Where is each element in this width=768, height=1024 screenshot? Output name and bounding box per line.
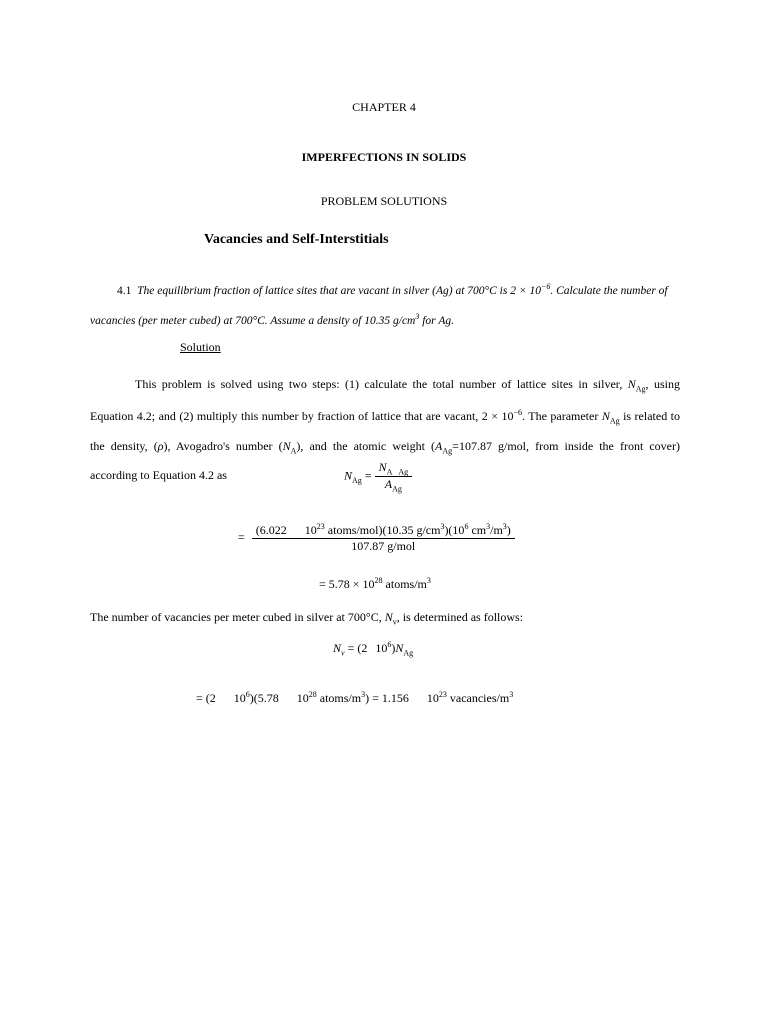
exponent: 3 [486, 522, 491, 531]
paragraph-text: , using Equation 4.2; and (2) multiply this number by fraction of lattice that are vacant, 2 × 10 [90, 377, 680, 424]
exponent: 23 [438, 690, 447, 699]
exponent: 6 [464, 522, 469, 531]
equation-substitution [238, 522, 515, 554]
equation-text: atoms/mol)(10.35 g/cm [324, 523, 441, 537]
symbol-subscript: Ag [635, 384, 646, 394]
equation-text: = (2 [344, 641, 368, 655]
exponent: 3 [440, 522, 445, 531]
symbol-a: A [435, 438, 443, 453]
symbol-n: N [378, 460, 387, 474]
exponent: 3 [509, 690, 514, 699]
problem-text-exponent: 3 [415, 311, 420, 321]
symbol-n: N [344, 468, 353, 483]
equation-text: ) = 1.156 [365, 691, 409, 705]
paragraph-text: This problem is solved using two steps: (1) calculate the total number of lattice sites in silver, [135, 377, 628, 391]
equation-text: (6.022 [255, 523, 287, 537]
equation-text: atoms/m [382, 577, 427, 591]
chapter-subtitle: PROBLEM SOLUTIONS [320, 194, 448, 208]
exponent: 3 [502, 522, 507, 531]
solution-label: Solution [180, 340, 221, 354]
exponent: 28 [308, 690, 317, 699]
symbol-subscript: Ag [609, 416, 620, 426]
symbol-n: N [282, 438, 291, 453]
symbol-subscript: Ag [403, 648, 414, 658]
equation-text: atoms/m [316, 691, 362, 705]
equation-text: vacancies/m [446, 691, 510, 705]
problem-text [90, 282, 668, 327]
equation-text: 10 [296, 691, 309, 705]
symbol-n: N [601, 409, 610, 424]
exponent: −6 [513, 408, 522, 418]
symbol-a: A [384, 477, 393, 492]
paragraph-text: ), Avogadro's number ( [163, 438, 283, 453]
symbol-subscript: A [386, 467, 393, 477]
equation-result-nag [319, 576, 431, 592]
problem-text-part: The equilibrium fraction of lattice sites that are vacant in silver (Ag) at 700°C is 2 × 10 [137, 284, 541, 297]
equation-result-nv [196, 690, 513, 706]
paragraph-text: ), and the atomic weight ( [296, 438, 436, 453]
chapter-heading: CHAPTER 4 [352, 100, 416, 114]
equation-text: )(5.78 [249, 691, 279, 705]
paragraph-text: . The parameter [522, 409, 602, 424]
problem-text-exponent: −6 [540, 282, 551, 291]
equation-text: 10 [304, 523, 317, 537]
equation-4-2 [344, 460, 412, 494]
equation-text: = 5.78 × 10 [319, 577, 375, 591]
symbol-subscript: Ag [398, 467, 409, 477]
symbol-subscript: Ag [352, 476, 362, 486]
symbol-n: N [627, 377, 636, 391]
equation-text: = (2 [196, 691, 216, 705]
symbol-rho: ρ [157, 438, 164, 453]
problem-statement [90, 274, 680, 334]
symbol-n: N [395, 641, 404, 655]
paragraph-text: , is determined as follows: [396, 610, 524, 624]
exponent: 28 [374, 576, 383, 585]
fraction [375, 460, 413, 494]
equation-text: 10 [426, 691, 439, 705]
exponent: 3 [426, 576, 431, 585]
equation-text: ) [506, 523, 511, 537]
chapter-title: IMPERFECTIONS IN SOLIDS [301, 150, 467, 164]
equation-text: 10 [375, 641, 388, 655]
equals-sign: = [238, 529, 245, 544]
fraction [252, 522, 515, 554]
problem-number: 4.1 [117, 284, 132, 297]
problem-text-part: for Ag. [419, 314, 454, 327]
fraction-numerator [252, 522, 515, 539]
symbol-subscript: Ag [392, 484, 402, 494]
fraction-denominator: 107.87 g/mol [351, 539, 416, 553]
exponent: 23 [316, 522, 325, 531]
symbol-subscript: v [341, 648, 345, 658]
symbol-n: N [333, 641, 342, 655]
paragraph-text: The number of vacancies per meter cubed in silver at 700°C, [90, 610, 385, 624]
exponent: 6 [387, 640, 392, 649]
fraction-numerator [375, 460, 413, 477]
equation-text: cm [468, 523, 487, 537]
equals-sign: = [364, 468, 372, 483]
paragraph-text: =107.87 g/mol, from inside the front cover) according to Equation 4.2 as [90, 438, 680, 483]
symbol-subscript: A [290, 446, 297, 456]
equation-text: 10 [233, 691, 246, 705]
symbol-subscript: v [392, 617, 397, 627]
symbol-n: N [384, 610, 393, 624]
section-heading: Vacancies and Self-Interstitials [204, 232, 389, 247]
paragraph-text: is related to the density, ( [90, 409, 680, 453]
vacancy-sentence [90, 610, 523, 626]
equation-text: )(10 [444, 523, 465, 537]
equation-text: ) [391, 641, 396, 655]
symbol-subscript: Ag [442, 446, 453, 456]
problem-text-part: . Calculate the number of vacancies (per meter cubed) at 700°C. Assume a density of 10.35 g/cm [90, 284, 668, 327]
exponent: 6 [245, 690, 250, 699]
exponent: 3 [361, 690, 366, 699]
equation-nv [333, 640, 413, 657]
equation-text: /m [490, 523, 503, 537]
fraction-denominator [375, 477, 413, 493]
